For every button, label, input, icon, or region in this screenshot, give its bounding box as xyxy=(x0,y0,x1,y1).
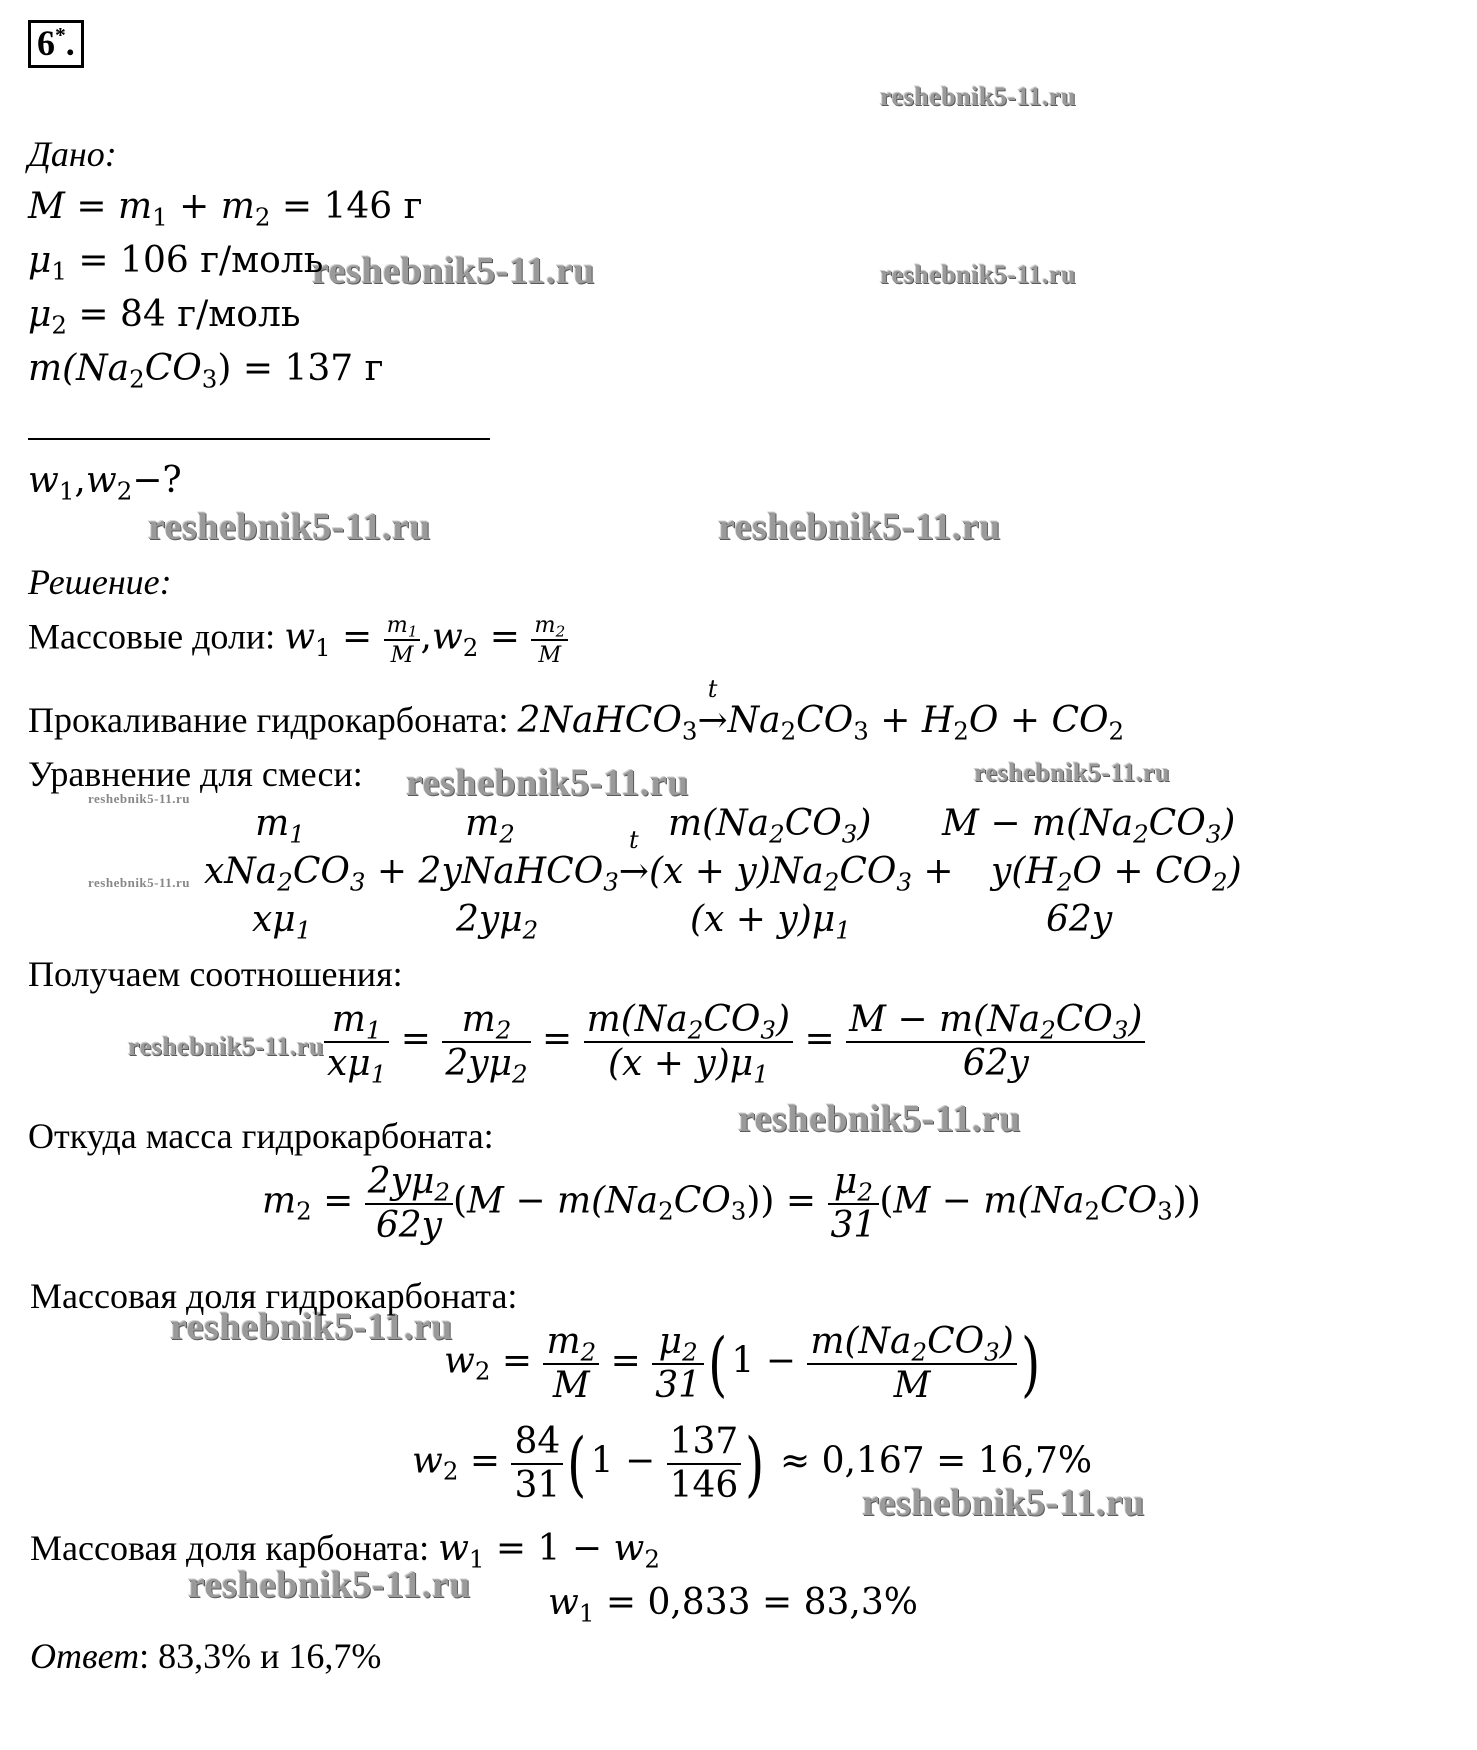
mixture-bottom-2ymu2: $2y\mu_2$ xyxy=(456,899,539,945)
watermark: reshebnik5-11.ru xyxy=(88,791,191,806)
given-molar-mass-1: $\mu_1 = 106$ г/моль xyxy=(28,240,324,286)
watermark: reshebnik5-11.ru xyxy=(974,758,1171,787)
watermark: reshebnik5-11.ru xyxy=(406,762,689,804)
bicarbonate-mass-equation: $m_2$ = $\frac{2y\mu_2}{62y}$ $(M - m(Na_2CO_3))$ = $\frac{\mu_2}{31}$ $(M - m(Na_2CO_3))$ xyxy=(262,1161,1201,1246)
watermark: reshebnik5-11.ru xyxy=(718,506,1001,548)
relations-equation: $\frac{m_1}{x\mu_1}$ = $\frac{m_2}{2y\mu_2}$ = $\frac{m(Na_2CO_3)}{(x + y)\mu_1}$ = $\frac{M - m(Na_2CO_3)}{62y}$ xyxy=(324,1002,1145,1082)
find-line: $w_1,w_2-$? xyxy=(28,460,182,506)
given-total-mass: $M = m_1 + m_2 = 146$ г xyxy=(28,186,423,232)
bicarbonate-fraction-label: Массовая доля гидрокарбоната: xyxy=(30,1276,518,1316)
given-divider xyxy=(28,438,490,440)
watermark: reshebnik5-11.ru xyxy=(128,1032,325,1061)
watermark: reshebnik5-11.ru xyxy=(188,1564,471,1606)
given-header: Дано: xyxy=(28,134,117,174)
mixture-top-mNa2CO3: $m(Na_2CO_3)$ xyxy=(668,803,872,849)
watermark: reshebnik5-11.ru xyxy=(738,1098,1021,1140)
watermark: reshebnik5-11.ru xyxy=(880,82,1077,111)
carbonate-fraction-line: Массовая доля карбоната: $w_1 = 1 - w_2$ xyxy=(30,1528,660,1574)
watermark: reshebnik5-11.ru xyxy=(880,260,1077,289)
calcination-reaction: Прокаливание гидрокарбоната: 2NaHCO$_3$→ t $Na_2CO_3 + H_2O + CO_2$ xyxy=(28,675,1125,746)
mixture-reaction: $xNa_2CO_3$ + 2yNaHCO$_3$→ t $(x + y)Na_2CO_3 + y(H_2O + CO_2)$ xyxy=(204,826,1242,897)
mixture-top-m2: $m_2$ xyxy=(465,803,515,849)
answer-line: Ответ: 83,3% и 16,7% xyxy=(30,1636,382,1676)
mass-fractions-line: Массовые доли: $w_1$ = $\frac{m_1}{M}$ $,w_2$ = $\frac{m_2}{M}$ xyxy=(28,614,568,667)
w2-formula: $w_2$ = $\frac{m_2}{M}$ = $\frac{\mu_2}{31}$ ( 1 − $\frac{m(Na_2CO_3)}{M}$ ) xyxy=(444,1321,1040,1406)
problem-number: 6*. xyxy=(28,20,84,68)
mixture-bottom-62y: 62y xyxy=(1046,899,1113,940)
mixture-top-difference: $M - m(Na_2CO_3)$ xyxy=(942,803,1236,849)
mixture-bottom-xmu1: $x\mu_1$ xyxy=(252,899,312,945)
watermark: reshebnik5-11.ru xyxy=(148,506,431,548)
mixture-equation-label: Уравнение для смеси: xyxy=(28,754,363,794)
w2-numeric: $w_2$ = $\frac{84}{31}$ ( 1 − $\frac{137}{146}$ ) ≈ 0,167 = 16,7% xyxy=(412,1421,1093,1506)
solution-header: Решение: xyxy=(28,562,172,602)
whence-label: Откуда масса гидрокарбоната: xyxy=(28,1116,494,1156)
watermark: reshebnik5-11.ru xyxy=(170,1306,453,1348)
watermark: reshebnik5-11.ru xyxy=(88,875,191,890)
given-carbonate-mass: $m(Na_2CO_3) = 137$ г xyxy=(28,348,384,394)
relations-label: Получаем соотношения: xyxy=(28,954,403,994)
mixture-top-m1: $m_1$ xyxy=(255,803,305,849)
w1-numeric: $w_1 = 0,833 = 83,3\%$ xyxy=(548,1582,918,1628)
watermark: reshebnik5-11.ru xyxy=(312,250,595,292)
mixture-bottom-xymu1: $(x + y)\mu_1$ xyxy=(690,899,851,945)
watermark: reshebnik5-11.ru xyxy=(862,1482,1145,1524)
given-molar-mass-2: $\mu_2 = 84$ г/моль xyxy=(28,294,301,340)
